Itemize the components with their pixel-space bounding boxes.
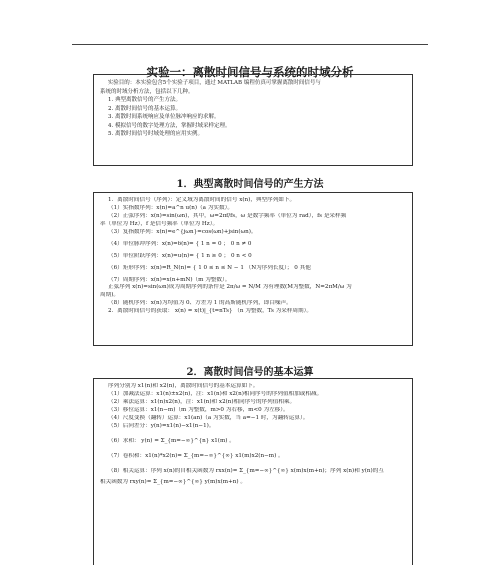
content-line: （5）单位阶跃序列：x(n)=u(n)= { 1 n ≥ 0 ； 0 n < 0 [108,252,252,259]
content-line: （7）卷积和：x1(n)*x2(n)= Σ_{m=−∞}^{∞} x1(m)x2(n−m) 。 [108,452,284,459]
content-line: （7）周期序列：x(n)=x(n+mN)（m 为整数）。 [108,276,231,283]
content-line: （3）移位运算：x1(n−m)（m 为整数，m>0 为右移，m<0 为左移）。 [108,406,289,413]
intro-line: 4. 模拟信号的数字处理方法，掌握时域采样定理。 [108,122,231,129]
basic-operations-box [93,378,413,565]
content-line: （4）尺度变换（翻转）运算：x1(an)（a 为实数，当 a=−1 时，为翻转运算）。 [108,414,309,421]
intro-line: 系统的时域分析方法，包括以下几种。 [100,88,194,95]
intro-line: 1. 典型离散信号的产生方法。 [108,97,181,104]
content-line: 1．离散时间信号（序列）：定义域为离散时间的信号 x(n)，典型序列如下。 [108,197,296,203]
typical-signals-box [93,192,413,346]
intro-line: 2. 离散时间信号的基本运算。 [108,105,181,112]
content-line: 2．离散时间信号的获取： x(n) = x(t)|_{t=nTs} （n 为整数，Ts 为采样周期）。 [108,308,312,315]
objectives-box [93,74,413,166]
content-line: 周期)。 [100,292,119,299]
intro-line: 5. 离散时间信号时域处理的应用实例。 [108,131,203,138]
content-line: （6）求和： y(n) = Σ_{m=−∞}^{n} x1(m) 。 [108,437,235,444]
content-line: （3）复指数序列：x(n)=e^{jωn}=cos(ωn)+jsin(ωn)。 [108,228,257,235]
page-title: 实验一：离散时间信号与系统的时域分析 [146,65,354,79]
content-line: （8）相关运算：序列 x(n)的自相关函数为 rxx(n)= Σ_{m=−∞}^{∞} x(m)x(m+n)；序列 x(n)和 y(n)的互 [108,467,384,474]
content-line: （4）单位脉冲序列：x(n)=δ(n)= { 1 n = 0 ； 0 n ≠ 0 [108,240,252,247]
content-line: 相关函数为 rxy(n)= Σ_{m=−∞}^{∞} y(m)x(m+n) 。 [100,479,246,486]
section-title: 1．典型离散时间信号的产生方法 [176,179,324,190]
content-line: （1）实指数序列：x(n)=a^n u(n)（a 为实数）。 [108,204,233,211]
top-rule [72,44,428,45]
content-line: （2）正弦序列：x(n)=sin(ωn)，其中，ω=2πf/fs，ω 是数字频率（单位为 rad），fs 是采样频 [108,212,347,219]
content-line: （2）乘法运算：x1(n)x2(n)，注：x1(n)和 x2(n)相同序号的序列值相乘。 [108,398,296,405]
content-line: 率（单位为 Hz），f 是信号频率（单位为 Hz）。 [100,220,219,227]
intro-line: 3. 离散时间系统响应及单位脉冲响应的求解。 [108,114,220,121]
content-line: （5）后向差分：y(n)=x1(n)−x1(n−1)。 [108,422,215,429]
content-line: 序列分别为 x1(n)和 x2(n)，离散时间信号的基本运算如下。 [108,383,259,389]
content-line: （8）随机序列：x(n)为均值为 0、方差为 1 的高斯随机序列，即白噪声。 [108,300,292,307]
intro-line: 实验目的：本实验包含5个实验子项目，通过 MATLAB 编程仿真可掌握离散时间信号与 [107,80,321,86]
content-line: （1）加减法运算：x1(n)±x2(n)，注：x1(n)和 x2(n)相同序号的序列值相加或相减。 [108,390,323,397]
section-title: 2．离散时间信号的基本运算 [186,367,314,378]
content-line: 正弦序列 x(n)=sin(ωn)成为周期序列的条件是 2π/ω = N/M 为有理数(M为整数，N=2πM/ω 为 [108,284,352,291]
content-line: （6）矩形序列：x(n)=R_N(n)= { 1 0 ≤ n ≤ N − 1 （N为序列长度）； 0 其他 [108,264,311,271]
